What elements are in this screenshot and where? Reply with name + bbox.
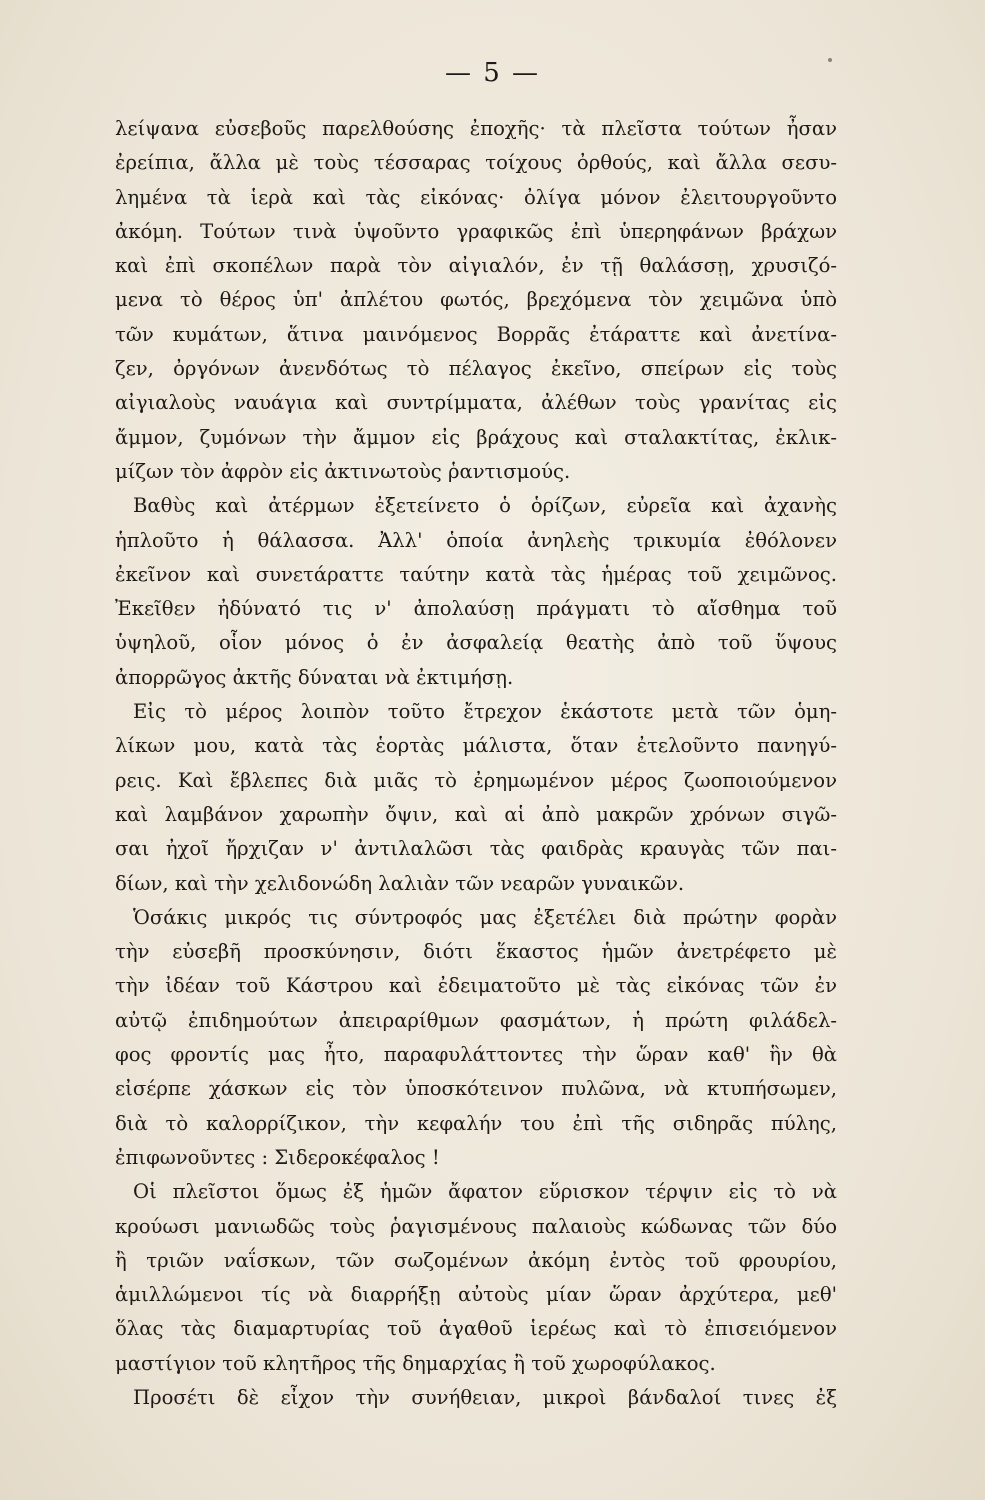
text-line: διὰ τὸ καλορρίζικον, τὴν κεφαλήν του ἐπὶ τῆς σιδηρᾶς πύλης, xyxy=(115,1111,837,1135)
text-line: καὶ λαμβάνον χαρωπὴν ὄψιν, καὶ αἱ ἀπὸ μακρῶν χρόνων σιγῶ- xyxy=(115,802,837,826)
text-line: ἢ τριῶν ναΐσκων, τῶν σωζομένων ἀκόμη ἐντὸς τοῦ φρουρίου, xyxy=(115,1248,837,1272)
text-line: Βαθὺς καὶ ἀτέρμων ἐξετείνετο ὁ ὁρίζων, εὐρεῖα καὶ ἀχανὴς xyxy=(133,494,837,518)
text-line: λείψανα εὐσεβοῦς παρελθούσης ἐποχῆς· τὰ πλεῖστα τούτων ἦσαν xyxy=(115,117,837,140)
text-line: σαι ἠχοῖ ἤρχιζαν ν' ἀντιλαλῶσι τὰς φαιδρὰς κραυγὰς τῶν παι- xyxy=(115,837,837,861)
text-line: αὐτῷ ἐπιδημούτων ἀπειραρίθμων φασμάτων, ἡ πρώτη φιλάδελ- xyxy=(115,1008,837,1032)
text-line: ὑψηλοῦ, οἷον μόνος ὁ ἐν ἀσφαλείᾳ θεατὴς ἀπὸ τοῦ ὕψους xyxy=(115,631,837,655)
text-line: λημένα τὰ ἱερὰ καὶ τὰς εἰκόνας· ὀλίγα μόνον ἐλειτουργοῦντο xyxy=(115,185,837,209)
text-line: Προσέτι δὲ εἶχον τὴν συνήθειαν, μικροὶ βάνδαλοί τινες ἐξ xyxy=(133,1385,837,1409)
text-line: αἰγιαλοὺς ναυάγια καὶ συντρίμματα, ἀλέθων τοὺς γρανίτας εἰς xyxy=(115,391,837,415)
text-line: φος φροντίς μας ἦτο, παραφυλάττοντες τὴν ὥραν καθ' ἣν θὰ xyxy=(115,1043,837,1067)
text-line: καὶ ἐπὶ σκοπέλων παρὰ τὸν αἰγιαλόν, ἐν τῇ θαλάσσῃ, χρυσιζό- xyxy=(115,254,837,278)
text-line: τὴν ἰδέαν τοῦ Κάστρου καὶ ἐδειματοῦτο μὲ τὰς εἰκόνας τῶν ἐν xyxy=(115,974,837,998)
text-line: ἡπλοῦτο ἡ θάλασσα. Ἀλλ' ὁποία ἀνηλεὴς τρικυμία ἐθόλονεν xyxy=(115,528,837,552)
text-line: λίκων μου, κατὰ τὰς ἑορτὰς μάλιστα, ὅταν ἐτελοῦντο πανηγύ- xyxy=(115,734,837,758)
page-number: — 5 — xyxy=(444,58,541,88)
paper-speck xyxy=(828,58,832,62)
text-line: Εἰς τὸ μέρος λοιπὸν τοῦτο ἔτρεχον ἑκάστοτε μετὰ τῶν ὁμη- xyxy=(133,700,837,724)
text-line: ἀπορρῶγος ἀκτῆς δύναται νὰ ἐκτιμήσῃ. xyxy=(115,665,514,689)
body-text xyxy=(115,112,837,1415)
text-line: ρεις. Καὶ ἔβλεπες διὰ μιᾶς τὸ ἐρημωμένον μέρος ζωοποιούμενον xyxy=(115,768,837,792)
text-line: εἰσέρπε χάσκων εἰς τὸν ὑποσκότεινον πυλῶνα, νὰ κτυπήσωμεν, xyxy=(115,1077,837,1101)
text-line: Οἱ πλεῖστοι ὅμως ἐξ ἡμῶν ἄφατον εὕρισκον τέρψιν εἰς τὸ νὰ xyxy=(133,1180,837,1204)
text-line: κρούωσι μανιωδῶς τοὺς ῥαγισμένους παλαιοὺς κώδωνας τῶν δύο xyxy=(115,1214,837,1238)
text-line: τῶν κυμάτων, ἅτινα μαινόμενος Βορρᾶς ἐτάραττε καὶ ἀνετίνα- xyxy=(115,322,837,346)
text-line: ζεν, ὀργόνων ἀνενδότως τὸ πέλαγος ἐκεῖνο, σπείρων εἰς τοὺς xyxy=(115,357,837,381)
text-line: ἁμιλλώμενοι τίς νὰ διαρρήξῃ αὐτοὺς μίαν ὥραν ἀρχύτερα, μεθ' xyxy=(115,1283,837,1307)
text-line: δίων, καὶ τὴν χελιδονώδη λαλιὰν τῶν νεαρῶν γυναικῶν. xyxy=(115,871,685,895)
text-line: μαστίγιον τοῦ κλητῆρος τῆς δημαρχίας ἢ τοῦ χωροφύλακος. xyxy=(115,1351,716,1375)
text-line: μενα τὸ θέρος ὑπ' ἀπλέτου φωτός, βρεχόμενα τὸν χειμῶνα ὑπὸ xyxy=(115,288,837,312)
text-line: ἀκόμη. Τούτων τινὰ ὑψοῦντο γραφικῶς ἐπὶ ὑπερηφάνων βράχων xyxy=(115,219,837,243)
text-line: τὴν εὐσεβῆ προσκύνησιν, διότι ἕκαστος ἡμῶν ἀνετρέφετο μὲ xyxy=(115,940,837,964)
text-line: ἄμμον, ζυμόνων τὴν ἄμμον εἰς βράχους καὶ σταλακτίτας, ἐκλικ- xyxy=(115,425,837,449)
text-line: ἐκεῖνον καὶ συνετάραττε ταύτην κατὰ τὰς ἡμέρας τοῦ χειμῶνος. xyxy=(115,562,837,586)
text-line: ἐρείπια, ἄλλα μὲ τοὺς τέσσαρας τοίχους ὀρθούς, καὶ ἄλλα σεσυ- xyxy=(115,151,837,175)
text-line: Ἐκεῖθεν ἠδύνατό τις ν' ἀπολαύσῃ πράγματι τὸ αἴσθημα τοῦ xyxy=(115,597,837,621)
text-line: ὅλας τὰς διαμαρτυρίας τοῦ ἀγαθοῦ ἱερέως καὶ τὸ ἐπισειόμενον xyxy=(115,1317,837,1341)
text-line: ἐπιφωνοῦντες : Σιδεροκέφαλος ! xyxy=(115,1145,440,1169)
text-line: Ὁσάκις μικρός τις σύντροφός μας ἐξετέλει διὰ πρώτην φορὰν xyxy=(133,905,837,929)
text-line: μίζων τὸν ἀφρὸν εἰς ἀκτινωτοὺς ῥαντισμούς. xyxy=(115,459,571,483)
